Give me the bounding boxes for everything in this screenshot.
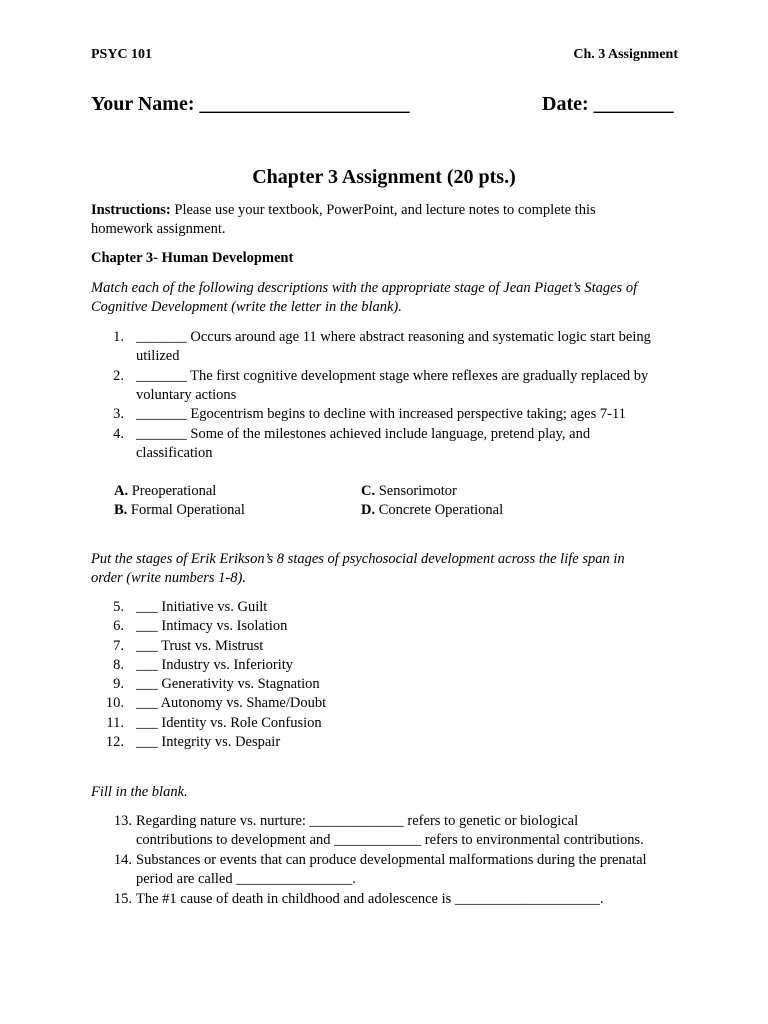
question-text[interactable]: Regarding nature vs. nurture: _____________ refers to genetic or biological xyxy=(136,813,579,829)
item-text[interactable]: ___ Generativity vs. Stagnation xyxy=(136,676,320,693)
date-field[interactable]: Date: ________ xyxy=(542,93,674,115)
list-item xyxy=(0,675,768,694)
item-text[interactable]: ___ Autonomy vs. Shame/Doubt xyxy=(136,695,327,712)
list-item xyxy=(0,733,768,752)
item-text[interactable]: ___ Industry vs. Inferiority xyxy=(136,656,294,673)
item-number: 5. xyxy=(113,599,124,615)
question-text: utilized xyxy=(136,348,180,365)
option-text: Sensorimotor xyxy=(375,483,457,499)
question-text[interactable]: _______ Egocentrism begins to decline with increased perspective taking; ages 7-11 xyxy=(136,406,626,422)
question-number: 13. xyxy=(113,813,132,829)
option-c xyxy=(361,482,457,501)
question-number: 14. xyxy=(113,852,132,868)
list-item xyxy=(0,617,768,636)
item-number: 9. xyxy=(113,676,124,693)
item-number: 8. xyxy=(113,656,124,673)
option-b xyxy=(114,501,245,520)
list-item xyxy=(0,694,768,713)
item-text[interactable]: ___ Integrity vs. Despair xyxy=(136,734,281,751)
instructions xyxy=(91,201,596,240)
question-text[interactable]: _______ Occurs around age 11 where abstract reasoning and systematic logic start being xyxy=(136,329,651,345)
list-item xyxy=(0,598,768,617)
instructions-label: Instructions: xyxy=(91,202,171,218)
question-number: 15. xyxy=(113,891,132,907)
option-letter: A. xyxy=(114,483,129,499)
list-item xyxy=(0,637,768,656)
item-text[interactable]: ___ Identity vs. Role Confusion xyxy=(136,714,322,731)
list-item xyxy=(0,656,768,675)
item-number: 11. xyxy=(106,714,124,731)
erikson-list xyxy=(0,598,768,752)
instructions-text-2: homework assignment. xyxy=(91,221,226,238)
item-text[interactable]: ___ Trust vs. Mistrust xyxy=(136,637,264,654)
assignment-label: Ch. 3 Assignment xyxy=(573,47,678,62)
page-title: Chapter 3 Assignment (20 pts.) xyxy=(252,166,516,188)
question-text: classification xyxy=(136,445,213,462)
question-number: 2. xyxy=(113,368,124,384)
option-d xyxy=(361,501,503,520)
question-text[interactable]: period are called ________________. xyxy=(136,871,356,888)
option-letter: B. xyxy=(114,502,128,518)
list-item xyxy=(0,714,768,733)
section1-prompt-line2: Cognitive Development (write the letter in the blank). xyxy=(91,299,402,316)
section2-prompt-line2: order (write numbers 1-8). xyxy=(91,570,246,587)
option-text: Concrete Operational xyxy=(375,502,504,518)
instructions-text: Please use your textbook, PowerPoint, and lecture notes to complete this xyxy=(170,202,596,218)
section1-prompt xyxy=(91,279,637,318)
question-text[interactable]: _______ The first cognitive development stage where reflexes are gradually replaced by xyxy=(136,368,649,384)
item-number: 7. xyxy=(113,637,124,654)
option-text: Preoperational xyxy=(128,483,217,499)
option-letter: D. xyxy=(361,502,376,518)
question-text[interactable]: The #1 cause of death in childhood and adolescence is ____________________. xyxy=(136,891,604,907)
name-field[interactable]: Your Name: _____________________ xyxy=(91,93,410,115)
option-a xyxy=(114,482,216,501)
section2-prompt-line1: Put the stages of Erik Erikson’s 8 stages of psychosocial development across the life span in xyxy=(91,551,625,567)
item-text[interactable]: ___ Intimacy vs. Isolation xyxy=(136,618,288,635)
question-number: 1. xyxy=(113,329,124,345)
question-text[interactable]: _______ Some of the milestones achieved include language, pretend play, and xyxy=(136,426,591,442)
question-number: 4. xyxy=(113,426,124,442)
item-number: 10. xyxy=(105,695,124,712)
section1-prompt-line1: Match each of the following descriptions with the appropriate stage of Jean Piaget’s Stages of xyxy=(91,280,638,296)
option-letter: C. xyxy=(361,483,376,499)
chapter-heading: Chapter 3- Human Development xyxy=(91,250,294,266)
section3-prompt: Fill in the blank. xyxy=(91,784,188,800)
item-text[interactable]: ___ Initiative vs. Guilt xyxy=(136,599,268,615)
question-number: 3. xyxy=(113,406,124,422)
item-number: 12. xyxy=(105,734,124,751)
section2-prompt xyxy=(91,550,625,589)
option-text: Formal Operational xyxy=(127,502,245,518)
question-text: voluntary actions xyxy=(136,387,237,404)
question-text[interactable]: contributions to development and ____________ refers to environmental contributions. xyxy=(136,832,644,849)
question-text: Substances or events that can produce developmental malformations during the prenatal xyxy=(136,852,647,868)
course-code: PSYC 101 xyxy=(91,47,153,62)
item-number: 6. xyxy=(113,618,124,635)
